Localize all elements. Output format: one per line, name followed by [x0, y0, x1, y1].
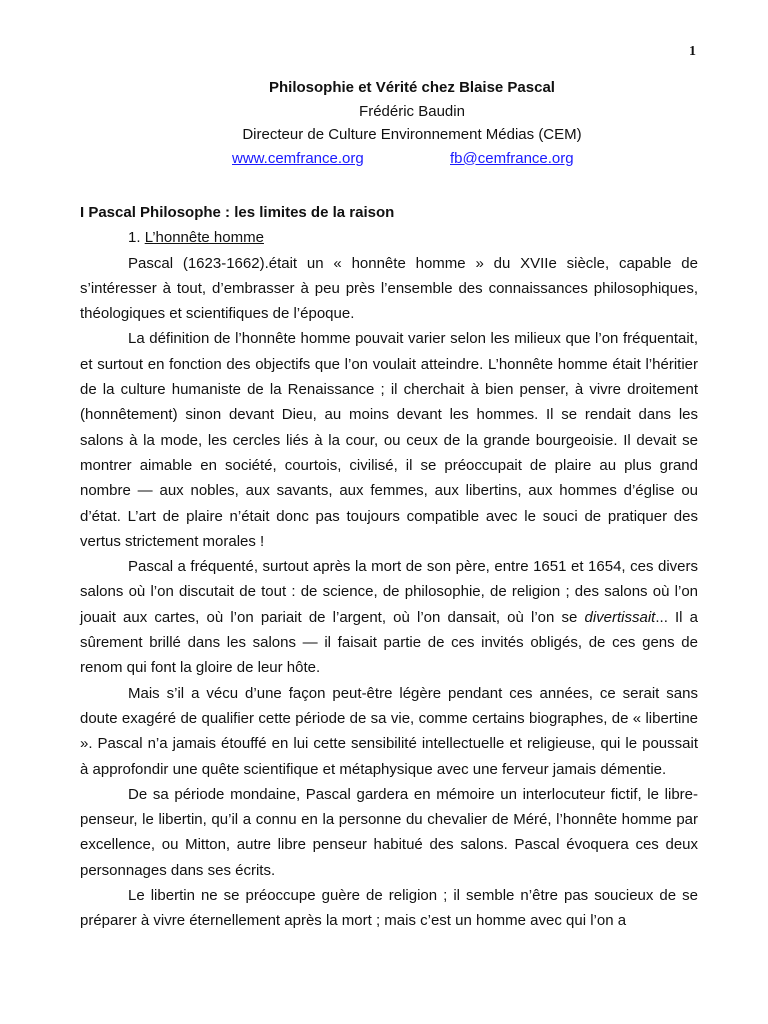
author-affiliation: Directeur de Culture Environnement Médias (CEM): [242, 126, 582, 143]
paragraph-6: Le libertin ne se préoccupe guère de religion ; il semble n’être pas soucieux de se préparer à vivre éternellement après la mort ; mais c’est un homme avec qui l’on a: [80, 887, 698, 930]
page-number: 1: [689, 44, 696, 59]
subsection-number: 1.: [128, 229, 145, 247]
document-header: [80, 76, 744, 170]
document-body: [80, 200, 698, 934]
paragraph-1: Pascal (1623-1662).était un « honnête homme » du XVIIe siècle, capable de s’intéresser à tout, d’embrasser à peu près l’ensemble des connaissances philosophiques, théologiques et scientifiques de l’époque.: [80, 254, 698, 323]
paragraph-3: [80, 554, 698, 680]
paragraph-3-text-end: ... Il a sûrement brillé dans les salons — il faisait partie de ces invités obligés, de ces gens de renom qui font la gloire de leur hôte.: [80, 608, 698, 677]
subsection-heading: [80, 225, 698, 250]
author-name: Frédéric Baudin: [359, 102, 465, 120]
paragraph-5: De sa période mondaine, Pascal gardera en mémoire un interlocuteur fictif, le libre-penseur, le libertin, qu’il a connu en la personne du chevalier de Méré, l’honnête homme par excellence, ou Mitton, autre libre penseur habitué des salons. Pascal évoquera ces deux personnages dans ses écrits.: [80, 785, 698, 879]
section-heading: I Pascal Philosophe : les limites de la raison: [80, 204, 395, 221]
contact-links: [80, 147, 744, 171]
subsection-title: L’honnête homme: [144, 229, 264, 247]
paragraph-3-italic: divertissait: [584, 608, 656, 626]
website-link[interactable]: www.cemfrance.org: [232, 149, 364, 167]
paragraph-3-text-start: Pascal a fréquenté, surtout après la mort de son père, entre 1651 et 1654, ces divers salons où l’on discutait de tout : de science, de philosophie, de religion ; des salons où l’on jouait aux cartes, où l’on pariait de l’argent, où l’on dansait, où l’on se: [80, 558, 698, 626]
paragraph-4: Mais s’il a vécu d’une façon peut-être légère pendant ces années, ce serait sans doute exagéré de qualifier cette période de sa vie, comme certains biographes, de « libertine ». Pascal n’a jamais étouffé en lui cette sensibilité intellectuelle et religieuse, qui le poussait à approfondir une quête scientifique et métaphysique avec une ferveur jamais démentie.: [80, 684, 698, 778]
paragraph-2: La définition de l’honnête homme pouvait varier selon les milieux que l’on fréquentait, et surtout en fonction des objectifs que l’on voulait atteindre. L’honnête homme était l’héritier de la culture humaniste de la Renaissance ; il cherchait à bien penser, à vivre droitement (honnêtement) sinon devant Dieu, au moins devant les hommes. Il se rendait dans les salons à la mode, les cercles liés à la cour, ou ceux de la grande bourgeoisie. Il devait se montrer aimable en société, courtois, civilisé, il se préoccupait de plaire au plus grand nombre — aux nobles, aux savants, aux femmes, aux libertins, aux hommes d’église ou d’état. L’art de plaire n’était donc pas toujours compatible avec le souci de pratiquer des vertus strictement morales !: [80, 330, 698, 550]
email-link[interactable]: fb@cemfrance.org: [450, 149, 574, 167]
document-title: Philosophie et Vérité chez Blaise Pascal: [269, 79, 555, 96]
